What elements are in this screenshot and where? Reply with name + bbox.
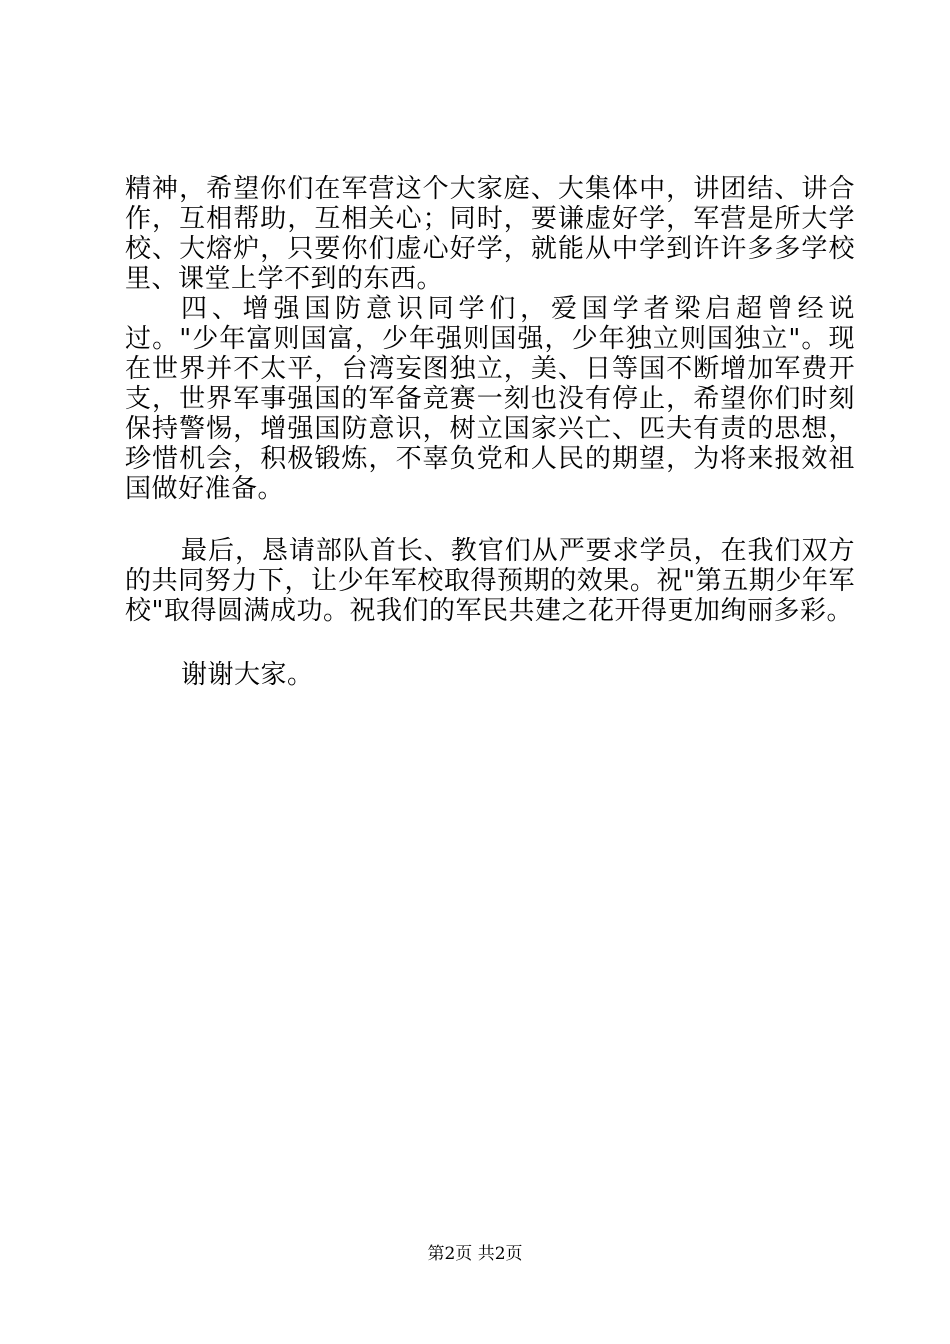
page-number: 第2页 共2页 bbox=[427, 1244, 523, 1264]
paragraph-continued: 精神，希望你们在军营这个大家庭、大集体中，讲团结、讲合作，互相帮助，互相关心；同时，要谦虚好学，军营是所大学校、大熔炉，只要你们虚心好学，就能从中学到许许多多学校里、课堂上学不到的东西。 bbox=[125, 174, 855, 294]
document-body bbox=[125, 174, 855, 690]
paragraph-thanks: 谢谢大家。 bbox=[181, 660, 314, 690]
paragraph-closing-wishes: 最后，恳请部队首长、教官们从严要求学员，在我们双方的共同努力下，让少年军校取得预期的效果。祝"第五期少年军校"取得圆满成功。祝我们的军民共建之花开得更加绚丽多彩。 bbox=[125, 536, 855, 626]
paragraph-national-defense: 四、增强国防意识同学们，爱国学者梁启超曾经说过。"少年富则国富，少年强则国强，少年独立则国独立"。现在世界并不太平，台湾妄图独立，美、日等国不断增加军费开支，世界军事强国的军备竞赛一刻也没有停止，希望你们时刻保持警惕，增强国防意识，树立国家兴亡、匹夫有责的思想，珍惜机会，积极锻炼，不辜负党和人民的期望，为将来报效祖国做好准备。 bbox=[125, 294, 855, 504]
